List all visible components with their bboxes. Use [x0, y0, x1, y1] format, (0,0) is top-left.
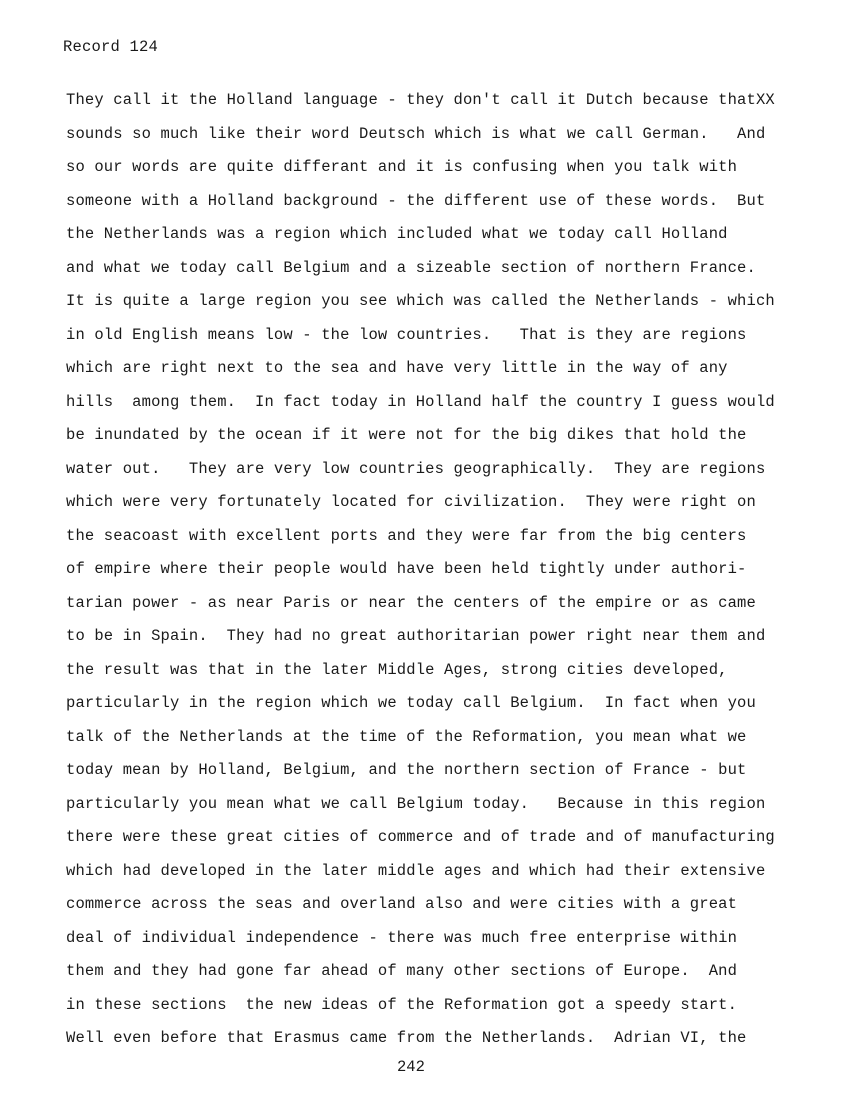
- text-line: sounds so much like their word Deutsch which is what we call German. And: [66, 124, 766, 143]
- text-line: They call it the Holland language - they don't call it Dutch because thatXX: [66, 91, 775, 109]
- text-line: Well even before that Erasmus came from the Netherlands. Adrian VI, the: [66, 1029, 747, 1047]
- text-line: commerce across the seas and overland also and were cities with a great: [66, 895, 738, 913]
- text-line: particularly you mean what we call Belgium today. Because in this region: [66, 794, 766, 813]
- text-line: the result was that in the later Middle Ages, strong cities developed,: [66, 660, 728, 679]
- text-line: in these sections the new ideas of the Reformation got a speedy start.: [66, 995, 738, 1014]
- page-number: 242: [397, 1058, 425, 1076]
- text-line: which are right next to the sea and have very little in the way of any: [66, 359, 728, 377]
- text-line: talk of the Netherlands at the time of the Reformation, you mean what we: [66, 727, 747, 746]
- text-line: so our words are quite differant and it is confusing when you talk with: [66, 158, 738, 176]
- text-line: particularly in the region which we today call Belgium. In fact when you: [66, 694, 756, 712]
- text-line: and what we today call Belgium and a sizeable section of northern France.: [66, 258, 756, 277]
- text-line: which had developed in the later middle ages and which had their extensive: [66, 861, 766, 880]
- text-line: someone with a Holland background - the different use of these words. But: [66, 191, 766, 210]
- text-line: there were these great cities of commerce and of trade and of manufacturing: [66, 828, 775, 846]
- text-line: water out. They are very low countries geographically. They are regions: [66, 459, 766, 478]
- text-line: deal of individual independence - there was much free enterprise within: [66, 928, 738, 947]
- text-line: It is quite a large region you see which was called the Netherlands - which: [66, 292, 775, 310]
- text-line: hills among them. In fact today in Holland half the country I guess would: [66, 392, 775, 411]
- text-line: to be in Spain. They had no great authoritarian power right near them and: [66, 627, 766, 645]
- text-line: be inundated by the ocean if it were not for the big dikes that hold the: [66, 426, 747, 444]
- typed-page-body: [66, 88, 836, 1060]
- text-line: the Netherlands was a region which included what we today call Holland: [66, 225, 728, 243]
- text-line: tarian power - as near Paris or near the centers of the empire or as came: [66, 593, 756, 612]
- record-header: Record 124: [63, 38, 159, 56]
- text-line: in old English means low - the low countries. That is they are regions: [66, 325, 747, 344]
- text-line: which were very fortunately located for civilization. They were right on: [66, 493, 756, 511]
- text-line: the seacoast with excellent ports and they were far from the big centers: [66, 526, 747, 545]
- text-line: them and they had gone far ahead of many other sections of Europe. And: [66, 962, 738, 980]
- text-line: today mean by Holland, Belgium, and the northern section of France - but: [66, 761, 747, 779]
- text-line: of empire where their people would have been held tightly under authori-: [66, 560, 747, 578]
